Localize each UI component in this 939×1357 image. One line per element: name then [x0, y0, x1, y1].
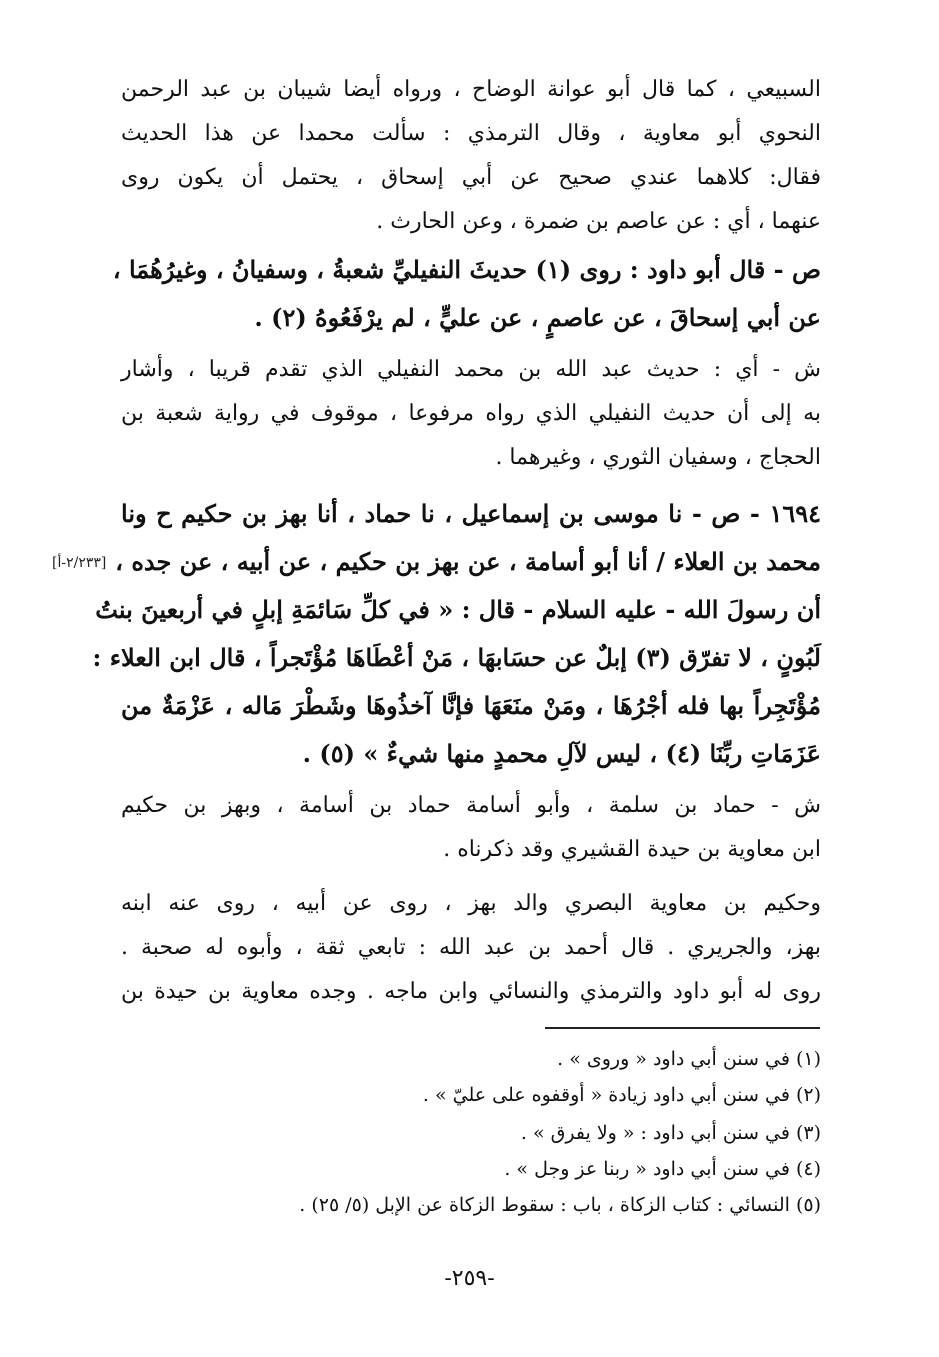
body-line: ش - حماد بن سلمة ، وأبو أسامة حماد بن أسامة ، وبهز بن حكيم [121, 793, 821, 818]
body-line: به إلى أن حديث النفيلي الذي رواه مرفوعا ، موقوف في رواية شعبة بن [121, 401, 821, 426]
body-line: وحكيم بن معاوية البصري والد بهز ، روى عن أبيه ، روى عنه ابنه [121, 891, 821, 916]
text-line-matn: ص - قال أبو داود : روى (١) حديثَ النفيليِّ شعبةُ ، وسفيانُ ، وغيرُهُمَا ، [112, 255, 821, 284]
manuscript-folio-marker: [٢/٢٣٣-أ] [52, 555, 107, 571]
body-line: فقال: كلاهما عندي صحيح عن أبي إسحاق ، يحتمل أن يكون روى [121, 165, 821, 190]
text-line-matn: عن أبي إسحاقَ ، عن عاصمٍ ، عن عليٍّ ، لم يرْفَعُوهُ (٢) . [254, 303, 821, 332]
text-line-matn: مُؤْتَجِراً بها فله أجْرُهَا ، ومَنْ منَعَهَا فإنَّا آخذُوهَا وشَطْرَ مَاله ، عَزْمَةٌ من [121, 691, 822, 720]
hadith-heading-line: ١٦٩٤ - ص - نا موسى بن إسماعيل ، نا حماد ، أنا بهز بن حكيم ح ونا [121, 499, 821, 528]
body-line: بهز، والجريري . قال أحمد بن عبد الله : تابعي ثقة ، وأبوه له صحبة . [121, 935, 821, 960]
body-line: ابن معاوية بن حيدة القشيري وقد ذكرناه . [443, 837, 821, 862]
body-line: الحجاج ، وسفيان الثوري ، وغيرهما . [495, 445, 821, 470]
footnote: (١) في سنن أبي داود « وروى » . [557, 1048, 821, 1070]
text-line-matn: لَبُونٍ ، لا تفرّق (٣) إبلٌ عن حسَابهَا ، مَنْ أعْطَاهَا مُؤْتَجراً ، قال ابن العلاء : [92, 643, 821, 672]
body-line: عنهما ، أي : عن عاصم بن ضمرة ، وعن الحارث . [376, 209, 821, 234]
footnote: (٥) النسائي : كتاب الزكاة ، باب : سقوط الزكاة عن الإبل (٥/ ٢٥) . [299, 1194, 821, 1216]
footnote-separator [545, 1027, 820, 1029]
page-number: -٢٥٩- [444, 1266, 495, 1291]
body-line: السبيعي ، كما قال أبو عوانة الوضاح ، ورواه أيضا شيبان بن عبد الرحمن [121, 77, 821, 102]
text-line-matn: عَزَمَاتِ ربِّنَا (٤) ، ليس لآلِ محمدٍ منها شيءٌ » (٥) . [302, 739, 821, 768]
body-line: النحوي أبو معاوية ، وقال الترمذي : سألت محمدا عن هذا الحديث [121, 121, 821, 146]
footnote: (٣) في سنن أبي داود : « ولا يفرق » . [520, 1122, 821, 1144]
body-line: ش - أي : حديث عبد الله بن محمد النفيلي الذي تقدم قريبا ، وأشار [121, 357, 821, 382]
footnote: (٤) في سنن أبي داود « ربنا عز وجل » . [504, 1158, 821, 1180]
footnote: (٢) في سنن أبي داود زيادة « أوقفوه على عليّ » . [422, 1084, 821, 1106]
body-line: روى له أبو داود والترمذي والنسائي وابن ماجه . وجده معاوية بن حيدة بن [121, 979, 821, 1004]
text-line-matn: محمد بن العلاء / أنا أبو أسامة ، عن بهز بن حكيم ، عن أبيه ، عن جده ، [115, 547, 821, 576]
text-line-matn: أن رسولَ الله - عليه السلام - قال : « في كلِّ سَائمَةِ إبلٍ في أربعينَ بنتُ [95, 595, 821, 624]
